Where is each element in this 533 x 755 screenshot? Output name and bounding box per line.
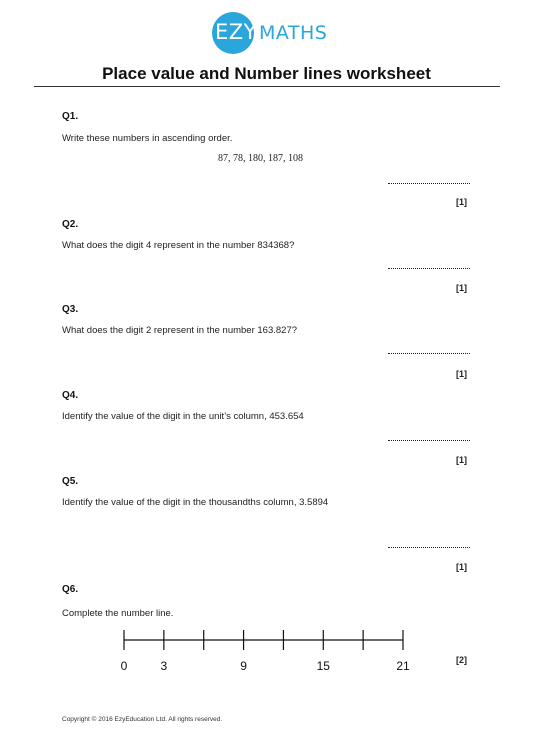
q5-marks: [1] — [456, 562, 467, 572]
copyright-footer: Copyright © 2016 EzyEducation Ltd. All rights reserved. — [62, 716, 223, 723]
number-line-label: 9 — [240, 659, 247, 673]
q2-marks: [1] — [456, 283, 467, 293]
title-divider — [34, 86, 500, 87]
number-line-label: 3 — [160, 659, 168, 673]
q1-marks: [1] — [456, 197, 467, 207]
q4-answer-line[interactable] — [388, 440, 470, 441]
number-line-label: 15 — [316, 659, 330, 673]
number-line-label: 21 — [396, 659, 410, 673]
q1-label: Q1. — [62, 111, 79, 122]
q3-marks: [1] — [456, 369, 467, 379]
q3-answer-line[interactable] — [388, 353, 470, 354]
q5-text: Identify the value of the digit in the thousandths column, 3.5894 — [62, 497, 329, 508]
q1-answer-line[interactable] — [388, 183, 470, 184]
q3-label: Q3. — [62, 304, 79, 315]
q2-text: What does the digit 4 represent in the number 834368? — [62, 240, 295, 251]
logo-ezy-text: EZY — [215, 20, 257, 44]
ezy-maths-logo — [212, 12, 332, 54]
q4-marks: [1] — [456, 455, 467, 465]
number-line-label: 0 — [120, 659, 128, 673]
q5-label: Q5. — [62, 476, 79, 487]
q5-answer-line[interactable] — [388, 547, 470, 548]
q6-marks: [2] — [456, 655, 467, 665]
q6-label: Q6. — [62, 584, 79, 595]
q6-text: Complete the number line. — [62, 608, 174, 619]
q2-label: Q2. — [62, 219, 79, 230]
page-title: Place value and Number lines worksheet — [102, 64, 431, 83]
logo-maths-text: MATHS — [259, 22, 328, 44]
q4-text: Identify the value of the digit in the unit’s column, 453.654 — [62, 411, 304, 422]
q1-text: Write these numbers in ascending order. — [62, 133, 233, 144]
q3-text: What does the digit 2 represent in the number 163.827? — [62, 325, 298, 336]
number-line — [114, 626, 414, 654]
q4-label: Q4. — [62, 390, 79, 401]
q2-answer-line[interactable] — [388, 268, 470, 269]
q1-numbers: 87, 78, 180, 187, 108 — [218, 153, 303, 164]
